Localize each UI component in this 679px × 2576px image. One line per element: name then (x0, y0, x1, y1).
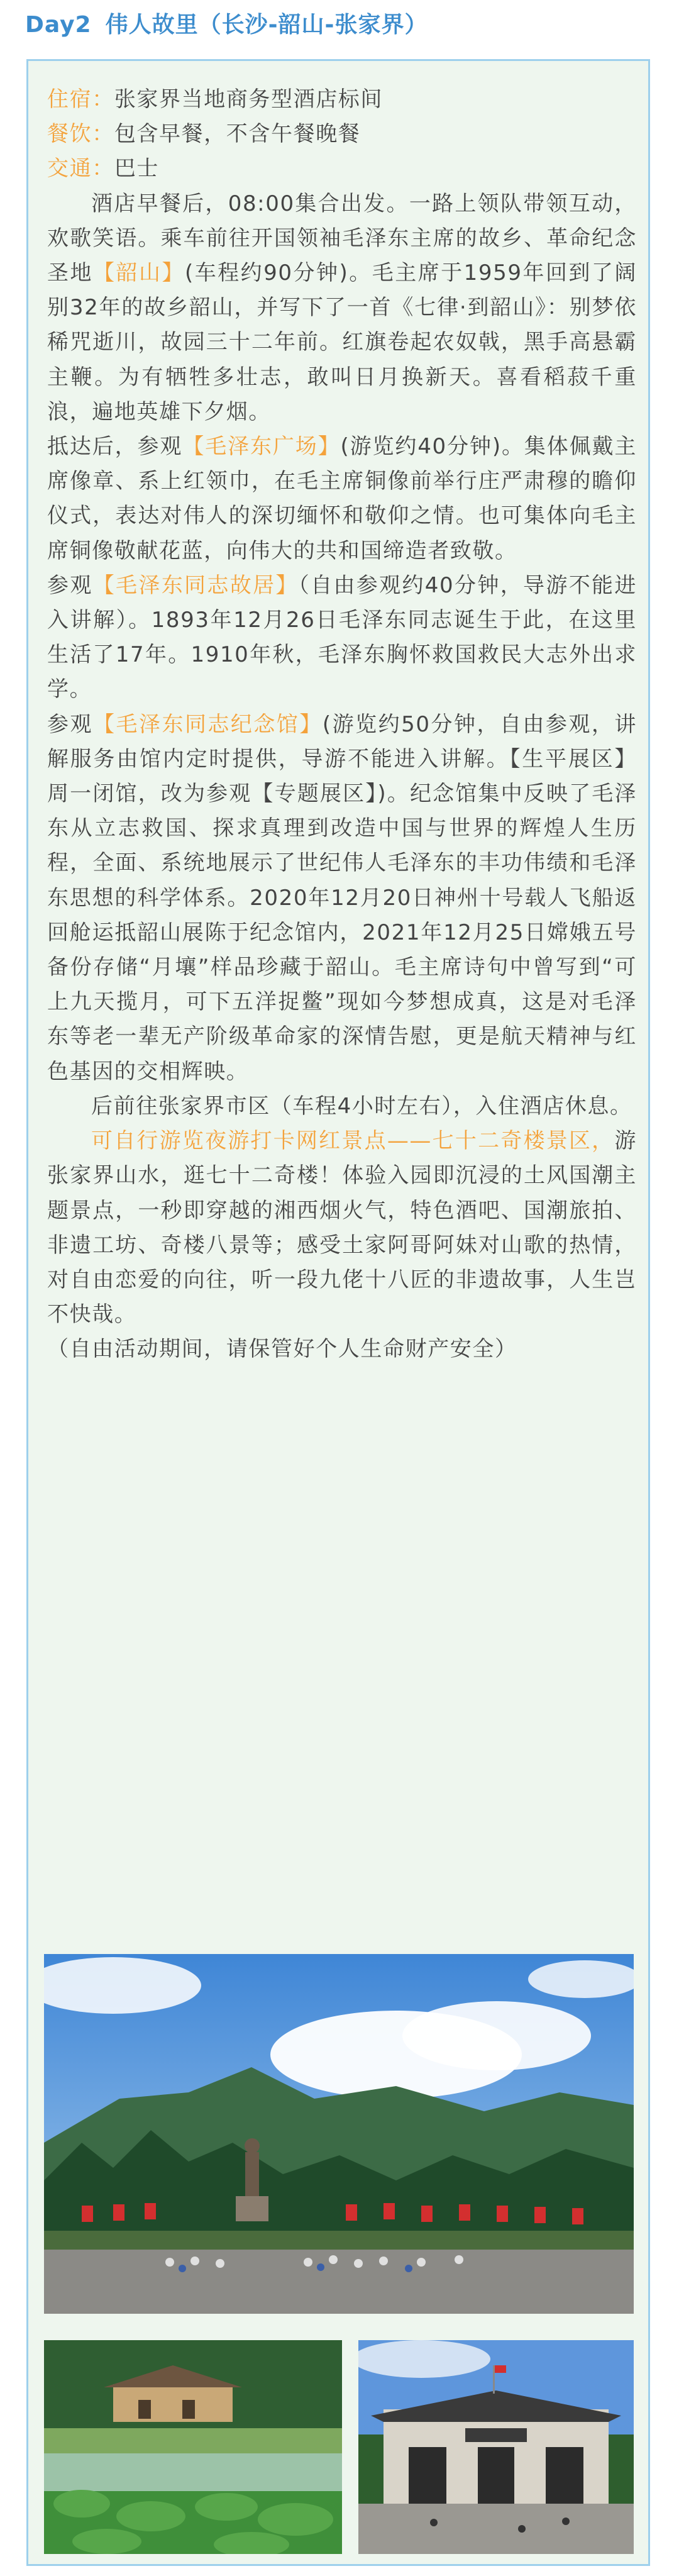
paragraph-text: 抵达后，参观 (47, 434, 183, 460)
stay-line (47, 82, 637, 117)
paragraph-text: 参观 (47, 711, 93, 737)
paragraph-text: 参观 (47, 572, 93, 598)
itinerary-text (47, 82, 637, 1367)
paragraph-text: 酒店早餐后，08:00集合出发。一路上领队带领互动，欢歌笑语。乘车前往开国领袖毛泽东主席的故乡、革命纪念圣地 (47, 191, 637, 286)
paragraph-shaoshan (47, 187, 637, 430)
photo-mao-square (44, 1954, 634, 2314)
meal-value: 包含早餐，不含午餐晚餐 (114, 121, 361, 147)
transport-label: 交通： (47, 156, 114, 182)
day-route-title: 伟人故里（长沙-韶山-张家界） (105, 12, 428, 38)
day-label: Day2 (25, 12, 92, 38)
meal-label: 餐饮： (47, 121, 114, 147)
day-title (25, 5, 441, 45)
highlight-former-residence: 【毛泽东同志故居】 (92, 572, 299, 598)
paragraph-text: (游览约50分钟，自由参观，讲解服务由馆内定时提供，导游不能进入讲解。【生平展区】周一闭馆，改为参观【专题展区】)。纪念馆集中反映了毛泽东从立志救国、探求真理到改造中国与世界的辉煌人生历程，全面、系统地展示了世纪伟人毛泽东的丰功伟绩和毛泽东思想的科学体系。2020年12月20日神州十号载人飞船返回舱运抵韶山展陈于纪念馆内，2021年12月25日嫦娥五号备份存储“月壤”样品珍藏于韶山。毛主席诗句中曾写到“可上九天揽月，可下五洋捉鳖”现如今梦想成真，这是对毛泽东等老一辈无产阶级革命家的深情告慰，更是航天精神与红色基因的交相辉映。 (47, 711, 637, 1084)
photo-former-residence (44, 2340, 342, 2554)
paragraph-text: (游览约40分钟)。集体佩戴主席像章、系上红领巾，在毛主席铜像前举行庄严肃穆的瞻仰仪式，表达对伟人的深切缅怀和敬仰之情。也可集体向毛主席铜像敬献花蓝，向伟大的共和国缔造者致敬。 (47, 434, 638, 564)
highlight-square: 【毛泽东广场】 (182, 434, 341, 460)
highlight-night-tour: 可自行游览夜游打卡网红景点——七十二奇楼景区， (91, 1128, 615, 1154)
paragraph-square (47, 430, 637, 569)
paragraph-text: （自由参观约40分钟，导游不能进入讲解）。1893年12月26日毛泽东同志诞生于此，在这里生活了17年。1910年秋，毛泽东胸怀救国救民大志外出求学。 (47, 572, 637, 702)
stay-label: 住宿： (47, 87, 114, 112)
meal-line (47, 117, 637, 152)
transport-value: 巴士 (114, 156, 160, 182)
paragraph-memorial-hall (47, 708, 637, 1089)
paragraph-text: (车程约90分钟)。毛主席于1959年回到了阔别32年的故乡韶山，并写下了一首《七律·到韶山》：别梦依稀咒逝川，故园三十二年前。红旗卷起农奴戟，黑手高悬霸主鞭。为有牺牲多壮志，敢叫日月换新天。喜看稻菽千重浪，遍地英雄下夕烟。 (47, 260, 638, 425)
paragraph-night-tour (47, 1124, 637, 1332)
transport-line (47, 152, 637, 186)
highlight-memorial-hall: 【毛泽东同志纪念馆】 (92, 711, 323, 737)
paragraph-to-zhangjiajie: 后前往张家界市区（车程4小时左右），入住酒店休息。 (91, 1093, 632, 1119)
itinerary-card (26, 59, 650, 2566)
paragraph-text: 游张家界山水，逛七十二奇楼！体验入园即沉浸的土风国潮主题景点，一秒即穿越的湘西烟火气，特色酒吧、国潮旅拍、非遗工坊、奇楼八景等；感受土家阿哥阿妹对山歌的热情，对自由恋爱的向往，听一段九佬十八匠的非遗故事，人生岂不快哉。 (47, 1128, 637, 1328)
highlight-shaoshan: 【韶山】 (92, 260, 185, 286)
photo-memorial-hall (358, 2340, 634, 2554)
stay-value: 张家界当地商务型酒店标间 (114, 87, 384, 112)
paragraph-former-residence (47, 569, 637, 708)
safety-note: （自由活动期间，请保管好个人生命财产安全） (47, 1336, 517, 1362)
